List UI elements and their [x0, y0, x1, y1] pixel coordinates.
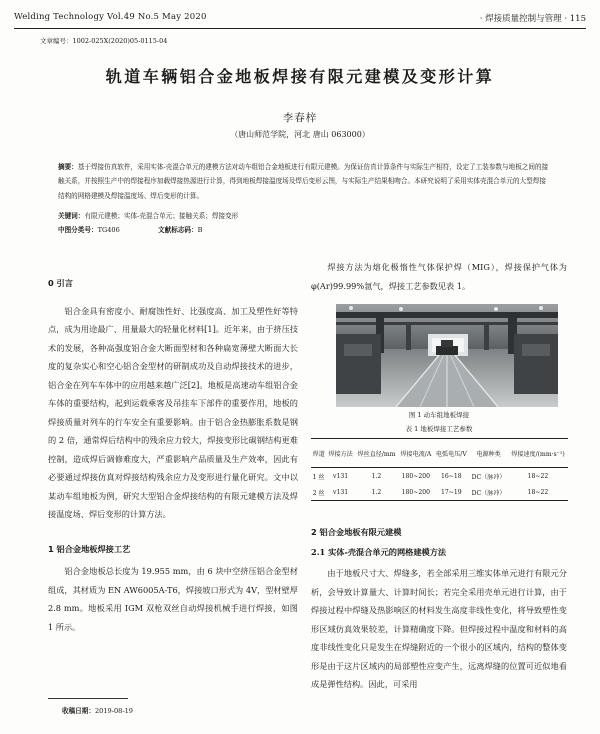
- table-cell: 1 丝: [312, 473, 325, 481]
- keywords-label: 关键词：: [58, 212, 85, 220]
- keywords: [58, 210, 238, 220]
- abstract-text: 基于焊接仿真软件，采用实体-壳混合单元的建模方法对动车组铝合金地板进行有限元建模。为保证仿真计算条件与实际生产相符，设定了工装参数与地板之间的接触关系，并按照生产中的焊接程序加载焊接热源进行计算，得到地板焊接温度场及焊后变形云图，与实际生产结果相吻合。本研究说明了采用实体壳混合单元的大型焊接结构的网格建模及焊接温度场、焊后变形的计算。: [58, 163, 549, 200]
- right-column-bottom: [311, 523, 567, 694]
- table-cell: 17~19: [434, 484, 470, 501]
- affiliation: （唐山师范学院，河北 唐山 063000）: [230, 130, 370, 139]
- welding-photo: [336, 304, 558, 407]
- abstract-label: 摘要：: [58, 163, 78, 171]
- clc-label: 中图分类号：: [58, 226, 98, 234]
- table-header-row: [311, 439, 568, 468]
- clc-value: TG406: [97, 226, 120, 234]
- section-2-heading: 2 铝合金地板有限元建模: [311, 527, 402, 537]
- journal-issue: Welding Technology Vol.49 No.5 May 2020: [14, 12, 207, 22]
- running-header: [14, 12, 586, 26]
- process-paragraph: 焊接方法为熔化极惰性气体保护焊（MIG），焊接保护气体为 φ(Ar)99.99%氩气，焊接工艺参数见表 1。: [311, 262, 567, 291]
- table-cell: 180~200: [398, 484, 434, 501]
- col-header-voltage: 电弧电压/V: [434, 439, 470, 468]
- table-cell: 1.2: [371, 472, 382, 480]
- table-row: [311, 468, 568, 485]
- article-number: 文章编号：1002-025X(2020)05-0115-04: [40, 37, 168, 45]
- section-page: · 焊接质量控制与管理 · 115: [479, 14, 586, 24]
- table-cell: DC（脉冲）: [471, 473, 506, 481]
- author: 李春梓: [282, 112, 318, 124]
- received-label: 收稿日期：: [62, 707, 95, 715]
- col-header-method: 焊接方法: [326, 439, 355, 468]
- received-date: [62, 705, 133, 715]
- table-cell: 2 丝: [311, 484, 326, 501]
- section-2-1-paragraph: 由于地板尺寸大、焊缝多，若全部采用三维实体单元进行有限元分析，会导致计算量大、计算时间长；若完全采用壳单元进行计算，由于焊接过程中焊缝及热影响区的材料发生高度非线性变化，将导致塑性变形区域仿真效果较差，计算精确度下降。但焊接过程中温度和材料的高度非线性变化只是发生在焊缝附近的一个很小的区域内，结构的整体变形是由于这片区域内的局部塑性应变产生，远离焊缝的位置可近似地看成是弹性结构。因此，可采用: [311, 568, 567, 689]
- welding-parameters-table: [311, 438, 568, 501]
- received-value: 2019-08-19: [94, 707, 133, 715]
- keywords-text: 有限元建模；实体-壳混合单元；接触关系；焊接变形: [84, 212, 239, 220]
- table-cell: 18~22: [527, 472, 549, 480]
- doc-code-value: B: [197, 226, 203, 234]
- table-cell: DC（脉冲）: [469, 484, 508, 501]
- table-cell: v131: [326, 484, 355, 501]
- section-2-1-heading: 2.1 实体-壳混合单元的网格建模方法: [311, 546, 447, 557]
- header-rule: [14, 28, 586, 29]
- col-header-current: 焊接电流/A: [398, 439, 434, 468]
- table-cell: v131: [333, 472, 349, 480]
- classification: [58, 224, 202, 234]
- doc-code-label: 文献标志码：: [158, 226, 198, 234]
- section-1-paragraph: 铝合金地板总长度为 19.955 mm，由 6 块中空挤压铝合金型材组成，其材质为 EN AW6005A-T6，焊接坡口形式为 4V，型材壁厚 2.8 mm。地板采用 IGM 双枪双丝自动焊接机械手进行焊接，如图 1 所示。: [48, 566, 298, 632]
- col-header-power-type: 电源种类: [469, 439, 508, 468]
- col-header-wire-diameter: 焊丝直径/mm: [355, 439, 398, 468]
- table-cell: 16~18: [441, 472, 462, 480]
- figure-1-caption: 图 1 动车组地板焊接: [408, 411, 470, 419]
- footnote-rule: [48, 698, 128, 699]
- table-1-caption: 表 1 地板焊接工艺参数: [405, 425, 473, 433]
- paper-title: 轨道车辆铝合金地板焊接有限元建模及变形计算: [105, 67, 495, 86]
- table-row: [311, 484, 568, 501]
- table-cell: 180~200: [401, 472, 431, 480]
- section-0-heading: 0 引言: [48, 278, 73, 288]
- section-1-heading: 1 铝合金地板焊接工艺: [48, 543, 131, 554]
- welding-workshop-image: [336, 304, 558, 407]
- left-column: [48, 274, 298, 636]
- abstract: [58, 160, 550, 203]
- table-cell: 1.2: [355, 484, 398, 501]
- col-header-pass: 焊道: [311, 439, 326, 468]
- col-header-speed: 焊接速度/(mm·s⁻¹): [508, 439, 568, 468]
- intro-paragraph: 铝合金具有密度小、耐腐蚀性好、比强度高、加工及塑性好等特点，成为用途最广、用量最大的轻量化材料[1]。近年来，由于挤压技术的发展，各种高强度铝合金大断面型材和各种扁宽薄壁大断面大长度的复杂实心和空心铝合金型材的研制成功及自动焊接技术的进步，铝合金在列车车体中的应用越来越广泛[2]。地板是高速动车组铝合金车体的重要结构，起到运载乘客及吊挂车下部件的重要作用，地板的焊接质量对列车的行车安全有重要影响。由于铝合金热膨胀系数是钢的 2 倍，通常焊后结构中的残余应力较大，焊接变形比碳钢结构更难控制，造成焊后调修难度大，严重影响产品质量及生产效率，因此有必要通过焊接仿真对焊接结构残余应力及变形进行量化研究。文中以某动车组地板为例，研究大型铝合金焊接结构的有限元建模方法及焊接温度场、焊后变形的计算方法。: [48, 305, 298, 519]
- table-cell: 18~22: [508, 484, 568, 501]
- right-column-top: [311, 258, 567, 295]
